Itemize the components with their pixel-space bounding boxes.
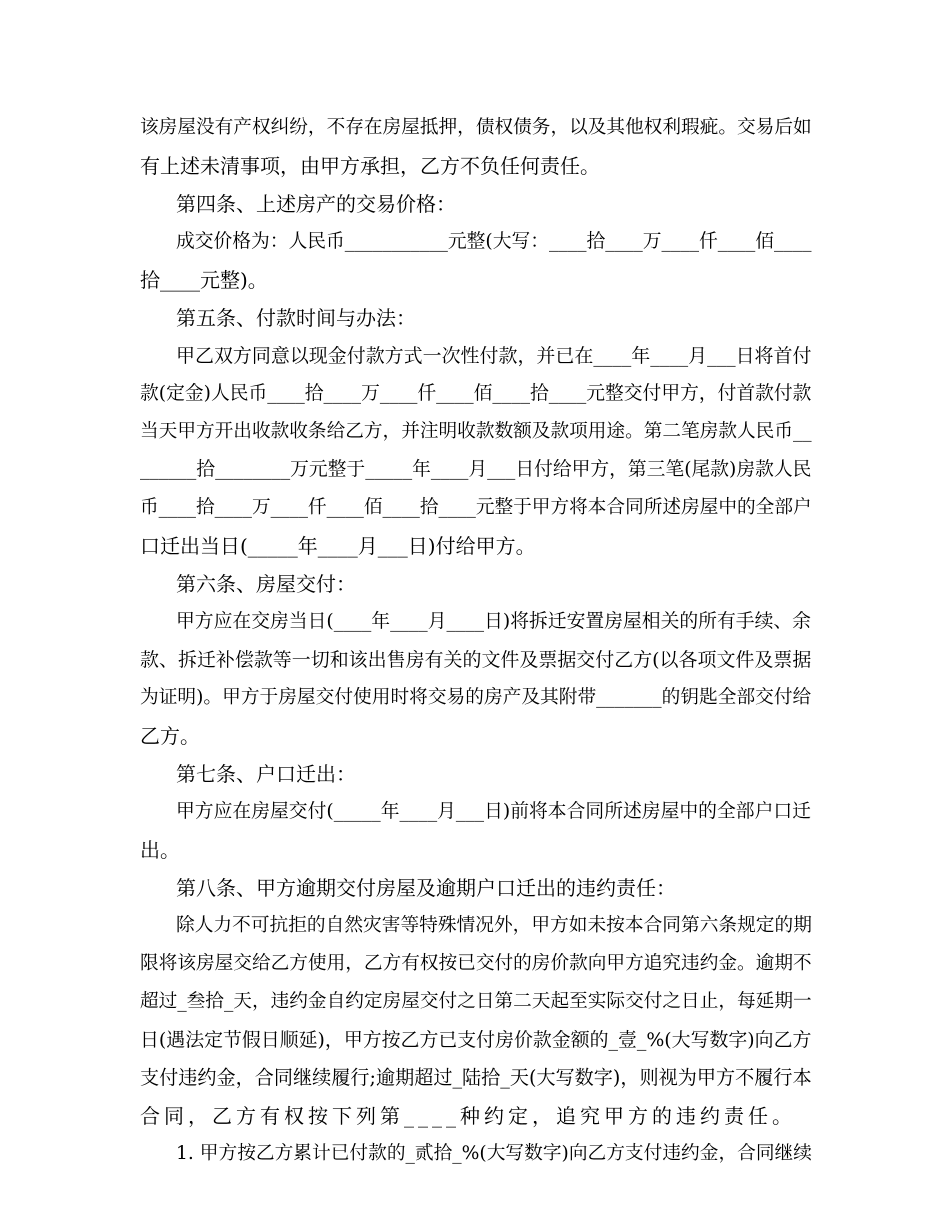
text-line-24: 超过_叁拾_天，违约金自约定房屋交付之日第二天起至实际交付之日止，每延期一 bbox=[140, 991, 812, 1012]
section-heading-4: 第四条、上述房产的交易价格： bbox=[176, 192, 456, 216]
text-line-17: 乙方。 bbox=[140, 724, 200, 748]
section-heading-5: 第五条、付款时间与办法： bbox=[176, 306, 416, 330]
text-line-19: 甲方应在房屋交付(_____年____月___日)前将本合同所述房屋中的全部户口迁 bbox=[176, 801, 811, 822]
section-heading-8: 第八条、甲方逾期交付房屋及逾期户口迁出的违约责任： bbox=[176, 876, 676, 900]
text-line-20: 出。 bbox=[140, 838, 180, 862]
text-line-26: 支付违约金，合同继续履行;逾期超过_陆拾_天(大写数字)，则视为甲方不履行本 bbox=[140, 1066, 812, 1089]
section-heading-6: 第六条、房屋交付： bbox=[176, 572, 356, 596]
text-line-14: 甲方应在交房当日(____年____月____日)将拆迁安置房屋相关的所有手续、余 bbox=[176, 611, 811, 632]
text-line-27: 合同，乙方有权按下列第____种约定，追究甲方的违约责任。 bbox=[140, 1104, 796, 1128]
text-line-11: 币____拾____万____仟____佰____拾____元整于甲方将本合同所述房屋中的全部户 bbox=[140, 497, 812, 518]
text-line-8: 款(定金)人民币____拾____万____仟____佰____拾____元整交付甲方，付首款付款 bbox=[140, 383, 812, 404]
list-item-1: 1. 甲方按乙方累计已付款的_贰拾_%(大写数字)向乙方支付违约金，合同继续 bbox=[176, 1143, 812, 1164]
text-line-15: 款、拆迁补偿款等一切和该出售房有关的文件及票据交付乙方(以各项文件及票据 bbox=[140, 649, 812, 671]
text-line-25: 日(遇法定节假日顺延)，甲方按乙方已支付房价款金额的_壹_%(大写数字)向乙方 bbox=[140, 1029, 812, 1051]
text-line-12: 口迁出当日(_____年____月___日)付给甲方。 bbox=[140, 534, 536, 558]
text-line-2: 有上述未清事项，由甲方承担，乙方不负任何责任。 bbox=[140, 154, 600, 178]
text-line-5: 拾____元整)。 bbox=[140, 268, 268, 292]
section-heading-7: 第七条、户口迁出： bbox=[176, 762, 356, 786]
text-line-10: ______拾________万元整于_____年____月___日付给甲方，第三笔(尾款)房款人民 bbox=[140, 459, 812, 480]
text-line-9: 当天甲方开出收款收条给乙方，并注明收款数额及款项用途。第二笔房款人民币__ bbox=[140, 421, 812, 442]
text-line-4: 成交价格为：人民币___________元整(大写：____拾____万____仟____佰____ bbox=[176, 231, 812, 252]
text-line-16: 为证明)。甲方于房屋交付使用时将交易的房产及其附带_______的钥匙全部交付给 bbox=[140, 687, 812, 708]
text-line-23: 限将该房屋交给乙方使用，乙方有权按已交付的房价款向甲方追究违约金。逾期不 bbox=[140, 953, 812, 974]
text-line-7: 甲乙双方同意以现金付款方式一次性付款，并已在____年____月___日将首付 bbox=[176, 345, 812, 367]
text-line-22: 除人力不可抗拒的自然灾害等特殊情况外，甲方如未按本合同第六条规定的期 bbox=[176, 915, 812, 936]
text-line-1: 该房屋没有产权纠纷，不存在房屋抵押，债权债务，以及其他权利瑕疵。交易后如 bbox=[140, 117, 812, 138]
